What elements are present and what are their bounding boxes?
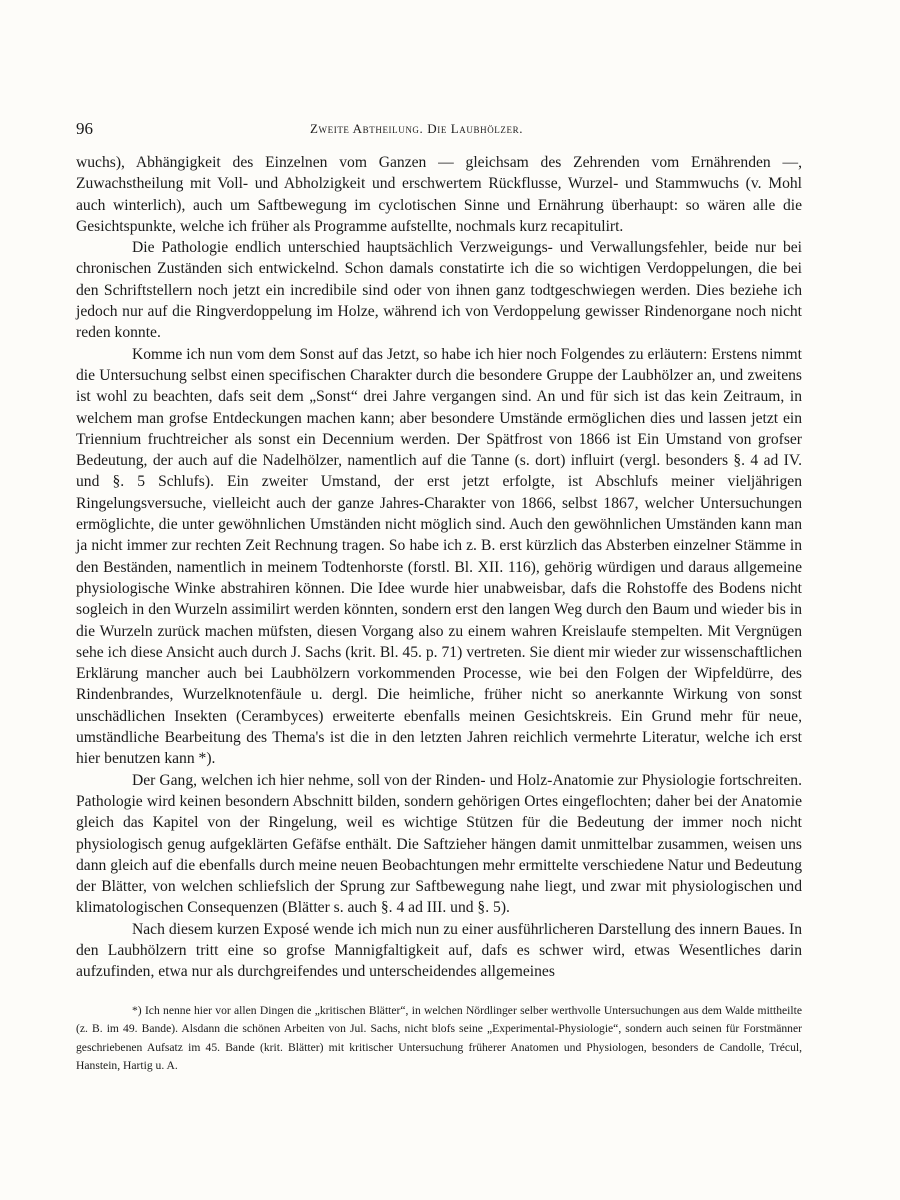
page-header [76, 119, 802, 139]
paragraph-gang: Der Gang, welchen ich hier nehme, soll von der Rinden- und Holz-Anatomie zur Physiologie fortschreiten. Pathologie wird keinen besondern Abschnitt bilden, sondern gehörigen Ortes eingeflochten; daher bei der Anatomie gleich das Kapitel von der Ringelung, weil es wichtige Stützen für die Bedeutung der immer noch nicht physiologisch genug aufgeklärten Gefäfse enthält. Die Saftzieher hängen damit unmittelbar zusammen, weisen uns dann gleich auf die ebenfalls durch meine neuen Beobachtungen mehr ermittelte verschiedene Natur und Bedeutung der Blätter, von welchen schliefslich der Sprung zur Saftbewegung nahe liegt, und zwar mit physiologischen und klimatologischen Consequenzen (Blätter s. auch §. 4 ad III. und §. 5). [76, 771, 802, 917]
footnote-text: *) Ich nenne hier vor allen Dingen die „kritischen Blätter“, in welchen Nördlinger selber werthvolle Untersuchungen aus dem Walde mittheilte (z. B. im 49. Bande). Alsdann die schönen Arbeiten von Jul. Sachs, nicht blofs seine „Experimental-Physiologie“, sondern auch seinen für Forstmänner geschriebenen Aufsatz im 45. Bande (krit. Blätter) mit kritischer Untersuchung früherer Anatomen und Physiologen, besonders de Candolle, Trécul, Hanstein, Hartig u. A. [76, 1004, 802, 1073]
paragraph-sonst-jetzt: Komme ich nun vom dem Sonst auf das Jetzt, so habe ich hier noch Folgendes zu erläutern: Erstens nimmt die Untersuchung selbst einen specifischen Charakter durch die besondere Gruppe der Laubhölzer an, und zweitens ist wohl zu beachten, dafs seit dem „Sonst“ drei Jahre vergangen sind. An und für sich ist das kein Zeitraum, in welchem man grofse Entdeckungen machen kann; aber besondere Umstände ermöglichen dies und lassen jetzt ein Triennium fruchtreicher als sonst ein Decennium werden. Der Spätfrost von 1866 ist Ein Umstand von grofser Bedeutung, der auch auf die Nadelhölzer, namentlich auf die Tanne (s. dort) influirt (vergl. besonders §. 4 ad IV. und §. 5 Schlufs). Ein zweiter Umstand, der erst jetzt erfolgte, ist Abschlufs meiner vieljährigen Ringelungsversuche, vielleicht auch der ganze Jahres-Charakter von 1866, selbst 1867, welcher Untersuchungen ermöglichte, die unter gewöhnlichen Umständen nicht möglich sind. Auch den gewöhnlichen Umständen kann man ja nicht immer zur rechten Zeit Rechnung tragen. So habe ich z. B. erst kürzlich das Absterben einzelner Stämme in den Beständen, namentlich in meinem Todtenhorste (forstl. Bl. XII. 116), gehörig würdigen und daraus allgemeine physiologische Winke abstrahiren können. Die Idee wurde hier unabweisbar, dafs die Rohstoffe des Bodens nicht sogleich in den Wurzeln assimilirt werden könnten, sondern erst den langen Weg durch den Baum und wieder bis in die Wurzeln zurück machen müfsten, diesen Vorgang also zu einem wahren Kreislaufe stempelten. Mit Vergnügen sehe ich diese Ansicht auch durch J. Sachs (krit. Bl. 45. p. 71) vertreten. Sie dient mir wieder zur wissenschaftlichen Erklärung mancher auch bei Laubhölzern vorkommenden Processe, wie bei den Folgen der Wipfeldürre, des Rindenbrandes, Wurzelknotenfäule u. dergl. Die heimliche, früher nicht so anerkannte Wirkung von sonst unschädlichen Insekten (Cerambyces) erweiterte ebenfalls meinen Gesichtskreis. Ein Grund mehr für neue, umständliche Bearbeitung des Thema's ist die in den letzten Jahren reichlich vermehrte Literatur, welche ich erst hier benutzen kann *). [76, 345, 802, 768]
footnote [76, 1002, 802, 1076]
body-text [76, 152, 802, 983]
paragraph-pathologie: Die Pathologie endlich unterschied hauptsächlich Verzweigungs- und Verwallungsfehler, beide nur bei chronischen Zuständen sich entwickelnd. Schon damals constatirte ich die so wichtigen Verdoppelungen, die bei den Schriftstellern noch jetzt ein incredibile sind oder von ihnen ganz todtgeschwiegen werden. Dies beziehe ich jedoch nur auf die Ringverdoppelung im Holze, während ich von Verdoppelung gewisser Rindenorgane noch nicht reden konnte. [76, 239, 802, 342]
page-number: 96 [76, 119, 93, 138]
paragraph-innerer-bau: Nach diesem kurzen Exposé wende ich mich nun zu einer ausführlicheren Darstellung des innern Baues. In den Laubhölzern tritt eine so grofse Mannigfaltigkeit auf, dafs es schwer wird, etwas Wesentliches darin aufzufinden, etwa nur als durchgreifendes und unterscheidendes allgemeines [76, 920, 802, 981]
paragraph-continuation: wuchs), Abhängigkeit des Einzelnen vom Ganzen — gleichsam des Zehrenden vom Ernährenden —, Zuwachstheilung mit Voll- und Abholzigkeit und erschwertem Rückflusse, Wurzel- und Stammwuchs (v. Mohl auch winterlich), auch um Saftbewegung im cyclotischen Sinne und Ernährung überhaupt: so wären alle die Gesichtspunkte, welche ich früher als Programme aufstellte, nochmals kurz recapitulirt. [76, 154, 802, 235]
running-head: Zweite Abtheilung. Die Laubhölzer. [310, 121, 524, 136]
